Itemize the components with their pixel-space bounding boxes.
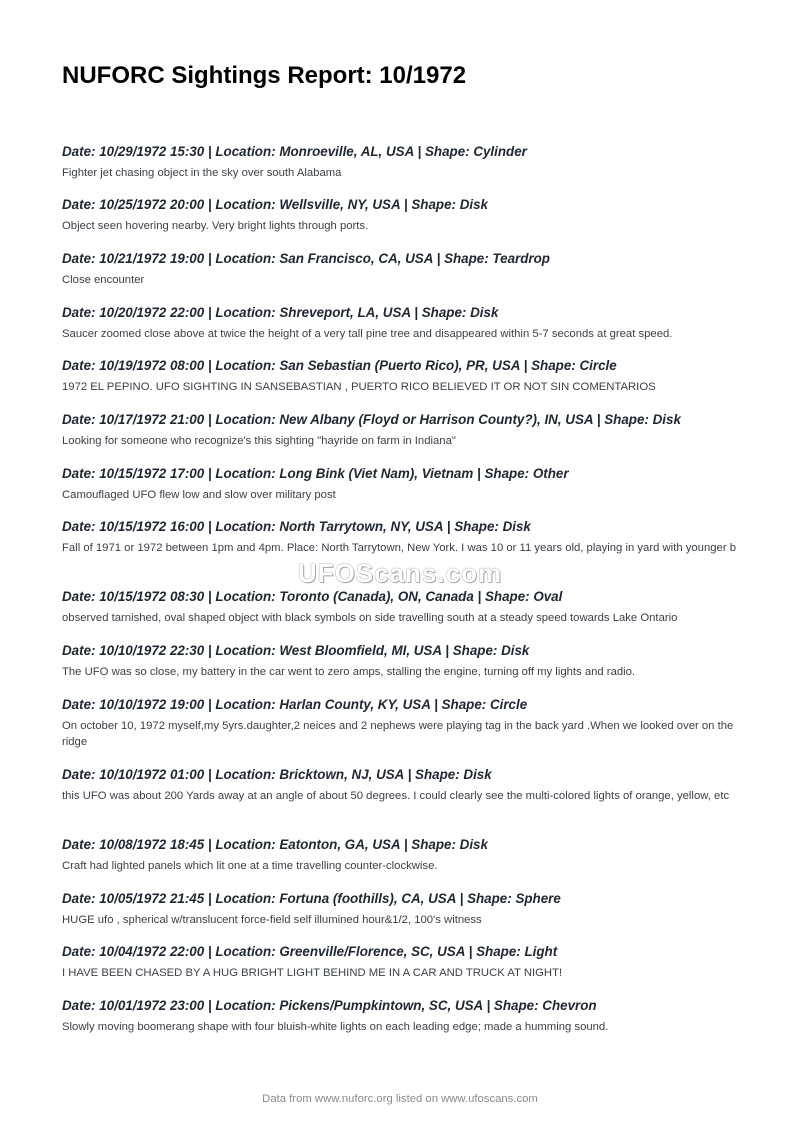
sighting-description: Looking for someone who recognize's this sighting "hayride on farm in Indiana" (62, 435, 456, 447)
sighting-description: Fighter jet chasing object in the sky over south Alabama (62, 167, 342, 179)
sighting-header: Date: 10/15/1972 17:00 | Location: Long Bink (Viet Nam), Vietnam | Shape: Other (62, 466, 569, 481)
sighting-header: Date: 10/04/1972 22:00 | Location: Greenville/Florence, SC, USA | Shape: Light (62, 944, 558, 959)
sighting-entry (62, 697, 738, 750)
sighting-header: Date: 10/10/1972 19:00 | Location: Harlan County, KY, USA | Shape: Circle (62, 697, 528, 712)
sighting-header: Date: 10/29/1972 15:30 | Location: Monroeville, AL, USA | Shape: Cylinder (62, 144, 527, 159)
sighting-entry (62, 251, 738, 288)
sighting-entry (62, 412, 738, 449)
sighting-entry (62, 144, 738, 181)
sighting-description: On october 10, 1972 myself,my 5yrs.daughter,2 neices and 2 nephews were playing tag in the back yard .When we looked over on the ridge (62, 720, 734, 748)
sighting-header: Date: 10/21/1972 19:00 | Location: San Francisco, CA, USA | Shape: Teardrop (62, 251, 550, 266)
sighting-header: Date: 10/01/1972 23:00 | Location: Pickens/Pumpkintown, SC, USA | Shape: Chevron (62, 998, 597, 1013)
sighting-entry (62, 767, 738, 804)
sighting-description: this UFO was about 200 Yards away at an angle of about 50 degrees. I could clearly see the multi-colored lights of orange, yellow, etc (62, 790, 730, 802)
sighting-entry (62, 305, 738, 342)
sighting-entry (62, 519, 738, 556)
sighting-description: Close encounter (62, 274, 145, 286)
sighting-header: Date: 10/05/1972 21:45 | Location: Fortuna (foothills), CA, USA | Shape: Sphere (62, 891, 561, 906)
sighting-entry (62, 466, 738, 503)
sighting-description: I HAVE BEEN CHASED BY A HUG BRIGHT LIGHT BEHIND ME IN A CAR AND TRUCK AT NIGHT! (62, 967, 563, 979)
sighting-entry (62, 589, 738, 626)
sighting-entry (62, 944, 738, 981)
sighting-entry (62, 837, 738, 874)
sighting-header: Date: 10/17/1972 21:00 | Location: New Albany (Floyd or Harrison County?), IN, USA | Shape: Disk (62, 412, 681, 427)
sighting-header: Date: 10/10/1972 01:00 | Location: Bricktown, NJ, USA | Shape: Disk (62, 767, 492, 782)
sighting-description: Slowly moving boomerang shape with four bluish-white lights on each leading edge; made a humming sound. (62, 1021, 609, 1033)
sighting-description: Fall of 1971 or 1972 between 1pm and 4pm. Place: North Tarrytown, New York. I was 10 or 11 years old, playing in yard with younger b (62, 542, 737, 554)
sighting-description: Object seen hovering nearby. Very bright lights through ports. (62, 220, 369, 232)
sighting-entry (62, 358, 738, 395)
sighting-header: Date: 10/15/1972 16:00 | Location: North Tarrytown, NY, USA | Shape: Disk (62, 519, 531, 534)
sighting-header: Date: 10/10/1972 22:30 | Location: West Bloomfield, MI, USA | Shape: Disk (62, 643, 530, 658)
sighting-entry (62, 891, 738, 928)
sighting-header: Date: 10/15/1972 08:30 | Location: Toronto (Canada), ON, Canada | Shape: Oval (62, 589, 563, 604)
sighting-header: Date: 10/25/1972 20:00 | Location: Wellsville, NY, USA | Shape: Disk (62, 197, 489, 212)
sighting-description: observed tarnished, oval shaped object with black symbols on side travelling south at a steady speed towards Lake Ontario (62, 612, 678, 624)
page-title: NUFORC Sightings Report: 10/1972 (62, 62, 467, 89)
sighting-header: Date: 10/20/1972 22:00 | Location: Shreveport, LA, USA | Shape: Disk (62, 305, 499, 320)
sighting-entry (62, 998, 738, 1035)
sighting-entry (62, 197, 738, 234)
sighting-header: Date: 10/19/1972 08:00 | Location: San Sebastian (Puerto Rico), PR, USA | Shape: Circle (62, 358, 617, 373)
sighting-description: 1972 EL PEPINO. UFO SIGHTING IN SANSEBASTIAN , PUERTO RICO BELIEVED IT OR NOT SIN COMENTARIOS (62, 381, 656, 393)
sighting-entry (62, 643, 738, 680)
sighting-description: Saucer zoomed close above at twice the height of a very tall pine tree and disappeared within 5-7 seconds at great speed. (62, 328, 673, 340)
sighting-header: Date: 10/08/1972 18:45 | Location: Eatonton, GA, USA | Shape: Disk (62, 837, 488, 852)
sighting-description: HUGE ufo , spherical w/translucent force-field self illumined hour&1/2, 100's witness (62, 914, 482, 926)
sighting-description: The UFO was so close, my battery in the car went to zero amps, stalling the engine, turning off my lights and radio. (62, 666, 636, 678)
footer-source-note: Data from www.nuforc.org listed on www.ufoscans.com (262, 1093, 538, 1105)
sighting-description: Craft had lighted panels which lit one at a time travelling counter-clockwise. (62, 860, 438, 872)
watermark: UFOScans.com (297, 558, 503, 588)
sighting-description: Camouflaged UFO flew low and slow over military post (62, 489, 336, 501)
